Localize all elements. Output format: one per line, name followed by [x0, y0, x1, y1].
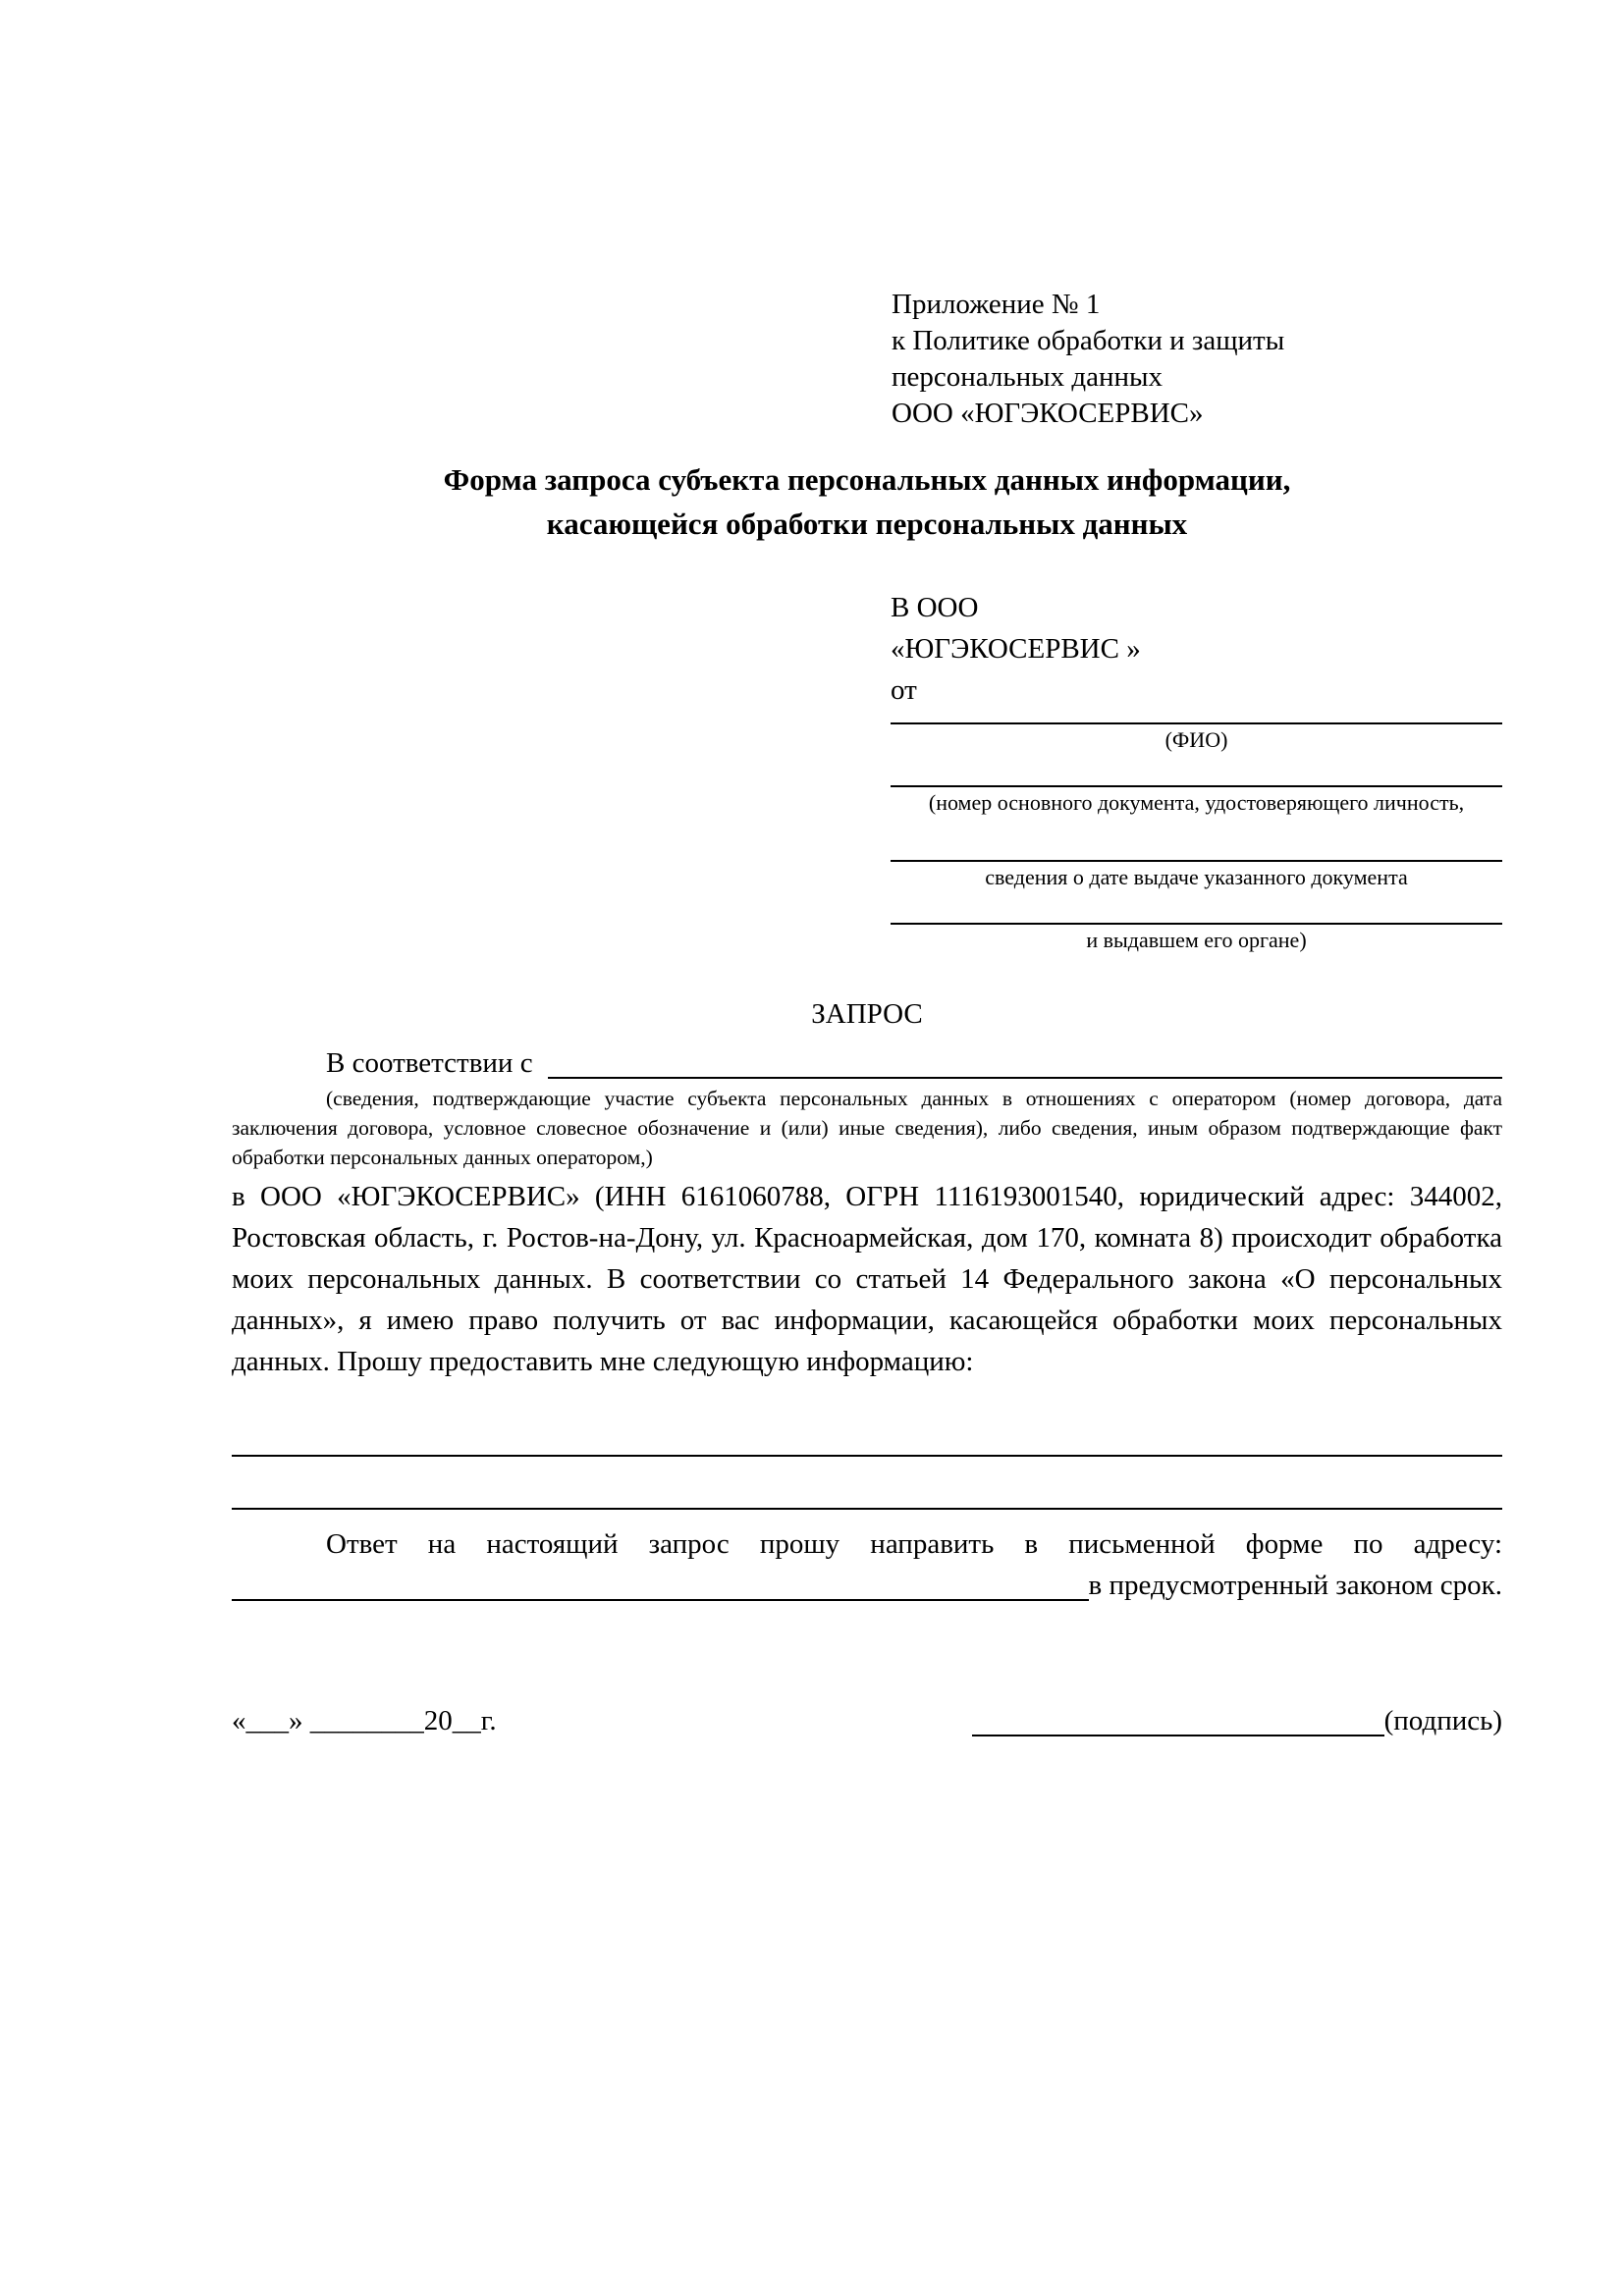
reply-address-field-line[interactable] — [232, 1599, 1089, 1601]
issuing-authority-field-caption: и выдавшем его органе) — [1086, 928, 1307, 952]
document-title — [232, 457, 1502, 546]
issuing-authority-field-line[interactable] — [891, 923, 1502, 925]
info-blank-line-2[interactable] — [232, 1457, 1502, 1510]
issuing-authority-field — [891, 923, 1502, 954]
signature-area — [972, 1700, 1502, 1741]
fio-field-line[interactable] — [891, 722, 1502, 724]
date-blank-text: «___» ________20__г. — [232, 1705, 497, 1736]
basis-fine-print: (сведения, подтверждающие участие субъекта персональных данных в отношениях с оператором (номер договора, дата заключения договора, условное словесное обозначение и (или) иные сведения), либо сведения, иным образом подтверждающие факт обработки персональных данных оператором,) — [232, 1087, 1502, 1169]
request-heading: ЗАПРОС — [811, 998, 923, 1030]
reply-suffix: в предусмотренный законом срок. — [1088, 1570, 1502, 1601]
signature-field-line[interactable] — [972, 1735, 1384, 1736]
addressee-org-line-2: «ЮГЭКОСЕРВИС » — [891, 633, 1141, 665]
basis-field-line[interactable] — [548, 1077, 1502, 1079]
appendix-header-line-4: ООО «ЮГЭКОСЕРВИС» — [892, 398, 1204, 429]
addressee-from-label: от — [891, 674, 917, 706]
appendix-header-line-2: к Политике обработки и защиты — [892, 325, 1285, 356]
reply-address-row — [232, 1565, 1502, 1606]
issue-date-field-line[interactable] — [891, 860, 1502, 862]
appendix-header-line-3: персональных данных — [892, 361, 1164, 393]
document-number-field-line[interactable] — [891, 785, 1502, 787]
document-title-line-1: Форма запроса субъекта персональных данных информации, — [443, 462, 1291, 497]
basis-row — [232, 1042, 1502, 1084]
document-number-field — [891, 785, 1502, 817]
addressee-org-line-1: В ООО — [891, 592, 979, 623]
document-title-line-2: касающейся обработки персональных данных — [546, 507, 1188, 541]
request-body-paragraph: в ООО «ЮГЭКОСЕРВИС» (ИНН 6161060788, ОГРН 1116193001540, юридический адрес: 344002, Ростовская область, г. Ростов-на-Дону, ул. Красноармейская, дом 170, комната 8) происходит обработка моих персональных данных. В соответствии со статьей 14 Федерального закона «О персональных данных», я имею право получить от вас информации, касающейся обработки моих персональных данных. Прошу предоставить мне следующую информацию: — [232, 1181, 1502, 1377]
addressee-block — [891, 587, 1502, 954]
appendix-header — [892, 287, 1353, 432]
fio-field-caption: (ФИО) — [1164, 727, 1228, 752]
issue-date-field-caption: сведения о дате выдаче указанного документа — [985, 865, 1408, 889]
document-number-field-caption: (номер основного документа, удостоверяющего личность, — [928, 790, 1465, 815]
appendix-header-line-1: Приложение № 1 — [892, 289, 1101, 320]
basis-prefix: В соответствии с — [326, 1047, 540, 1079]
signature-caption: (подпись) — [1383, 1705, 1502, 1736]
fio-field — [891, 722, 1502, 754]
issue-date-field — [891, 860, 1502, 891]
reply-paragraph: Ответ на настоящий запрос прошу направить в письменной форме по адресу: — [326, 1528, 1502, 1560]
signature-row — [232, 1700, 1502, 1741]
info-blank-line-1[interactable] — [232, 1404, 1502, 1457]
